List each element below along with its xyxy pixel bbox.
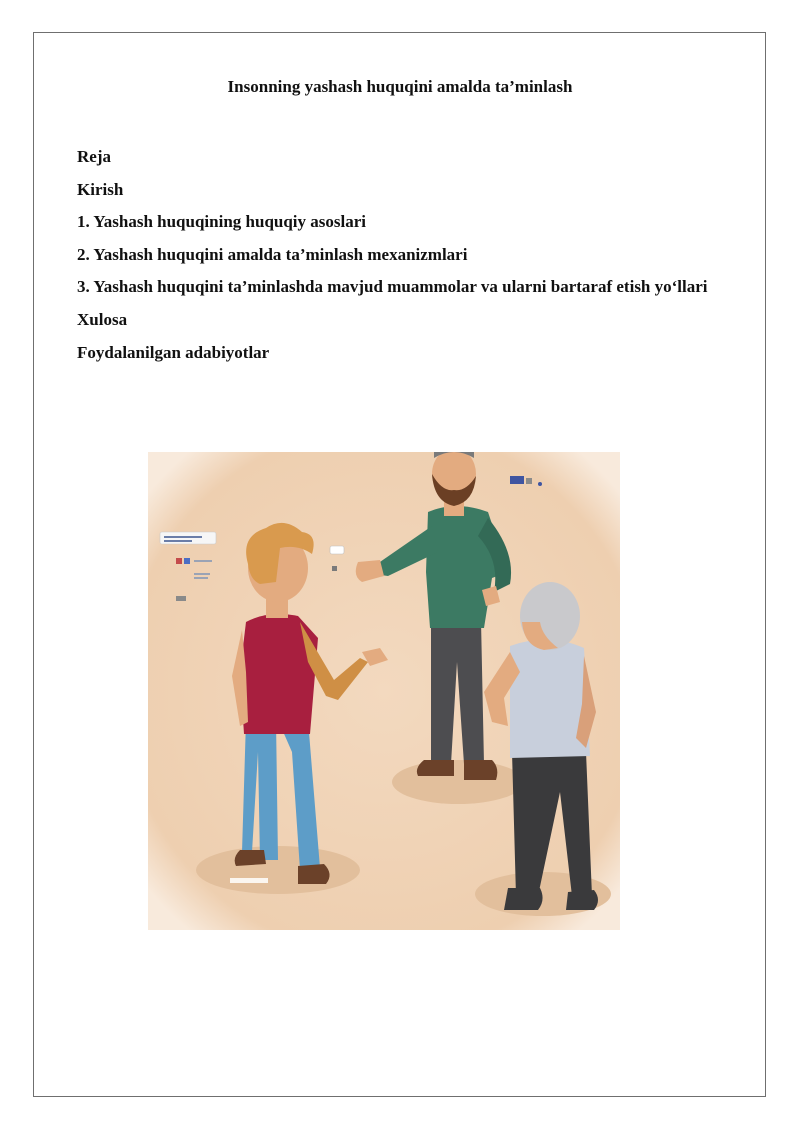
- outline-item-2: 2. Yashash huquqini amalda ta’minlash mexanizmlari: [77, 244, 468, 264]
- outline-item-introduction: Kirish: [77, 179, 124, 199]
- people-talking-image: [148, 452, 620, 930]
- outline-item-references: Foydalanilgan adabiyotlar: [77, 342, 270, 362]
- outline-item-3: 3. Yashash huquqini ta’minlashda mavjud muammolar va ularni bartaraf etish yo‘llari: [77, 277, 708, 297]
- outline-heading: Reja: [77, 147, 111, 166]
- conversation-illustration: [148, 452, 620, 930]
- outline-item-conclusion: Xulosa: [77, 309, 128, 329]
- outline-item-1: 1. Yashash huquqining huquqiy asoslari: [77, 212, 366, 232]
- shadow-left: [196, 846, 360, 894]
- table-of-contents: [77, 141, 742, 369]
- document-title: Insonning yashash huquqini amalda ta’minlash: [227, 77, 573, 96]
- shadow-middle: [392, 760, 524, 804]
